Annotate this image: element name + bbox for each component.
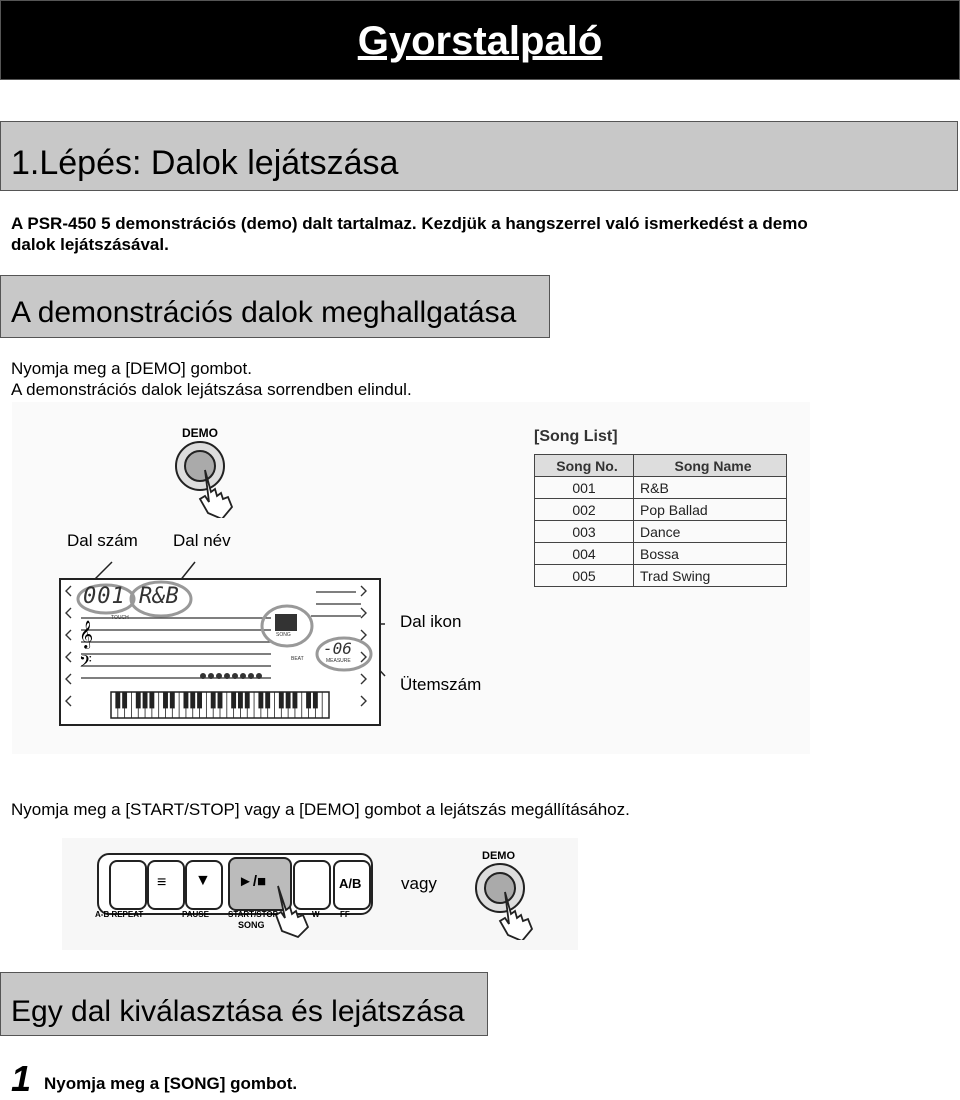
label-pause: PAUSE: [182, 910, 209, 919]
demo-section-heading-box: [0, 275, 550, 338]
keyboard-black-key: [150, 692, 154, 708]
keyboard-black-key: [259, 692, 263, 708]
song-name-cell: Bossa: [634, 543, 787, 565]
keyboard-black-key: [184, 692, 188, 708]
song-name-cell: Dance: [634, 521, 787, 543]
keyboard-black-key: [307, 692, 311, 708]
play-stop-icon: ►/■: [238, 873, 267, 890]
song-number-cell: 004: [535, 543, 634, 565]
song-number-cell: 005: [535, 565, 634, 587]
song-number-cell: 003: [535, 521, 634, 543]
step-text: Nyomja meg a [SONG] gombot.: [44, 1074, 298, 1093]
demo-button-icon-2[interactable]: [472, 862, 552, 940]
lcd-beat-label: BEAT: [291, 656, 304, 662]
keyboard-black-key: [191, 692, 195, 708]
table-row: [535, 477, 787, 499]
keyboard-black-key: [136, 692, 140, 708]
keyboard-black-key: [313, 692, 317, 708]
step1-heading: 1.Lépés: Dalok lejátszása: [11, 144, 399, 182]
step1-heading-box: [0, 121, 958, 191]
step1-intro-line1: A PSR-450 5 demonstrációs (demo) dalt tartalmaz. Kezdjük a hangszerrel való ismerkedést a demo: [11, 214, 808, 233]
keyboard-black-key: [293, 692, 297, 708]
label-w: W: [312, 910, 320, 919]
song-name-cell: Pop Ballad: [634, 499, 787, 521]
stop-instruction: Nyomja meg a [START/STOP] vagy a [DEMO] gombot a lejátszás megállításához.: [11, 800, 630, 819]
keyboard-black-key: [211, 692, 215, 708]
song-group-label: SONG: [238, 920, 265, 930]
step-number: 1: [11, 1058, 32, 1099]
keyboard-black-key: [279, 692, 283, 708]
keyboard-black-key: [116, 692, 120, 708]
keyboard-black-key: [266, 692, 270, 708]
pause-arrow-icon: ▼: [195, 872, 211, 889]
label-ff: FF: [340, 910, 350, 919]
song-table: [534, 454, 787, 587]
keyboard-black-key: [143, 692, 147, 708]
keyboard-black-key: [123, 692, 127, 708]
keyboard-black-key: [238, 692, 242, 708]
lcd-measure-value: -06: [323, 639, 352, 658]
ab-button-label: A/B: [339, 876, 362, 891]
lcd-measure-label: MEASURE: [326, 658, 351, 664]
label-start-stop: START/STOP: [228, 910, 278, 919]
song-number-cell: 001: [535, 477, 634, 499]
pause-button[interactable]: [185, 860, 223, 910]
label-ab-repeat: A-B REPEAT: [95, 910, 144, 919]
select-section-heading: Egy dal kiválasztása és lejátszása: [11, 995, 465, 1028]
keyboard-black-key: [218, 692, 222, 708]
select-section-heading-box: [0, 972, 488, 1036]
keyboard-black-key: [232, 692, 236, 708]
callout-song-number: Dal szám: [67, 531, 138, 550]
table-row: [535, 499, 787, 521]
keyboard-black-key: [170, 692, 174, 708]
step1-intro-line2: dalok lejátszásával.: [11, 235, 169, 254]
demo-button-label-2: DEMO: [482, 850, 515, 862]
demo-line2: A demonstrációs dalok lejátszása sorrendben elindul.: [11, 380, 412, 399]
table-row: [535, 521, 787, 543]
lcd-song-number: 001: [83, 584, 126, 609]
song-list-title: [Song List]: [534, 428, 618, 445]
lcd-touch-label: TOUCH: [111, 615, 129, 621]
svg-text:𝄢: 𝄢: [79, 651, 92, 675]
page-title: Gyorstalpaló: [357, 19, 603, 63]
song-table-header-name: Song Name: [634, 455, 787, 477]
demo-line1: Nyomja meg a [DEMO] gombot.: [11, 359, 252, 378]
keyboard-black-key: [286, 692, 290, 708]
song-table-header-number: Song No.: [535, 455, 634, 477]
demo-button-label: DEMO: [182, 426, 218, 440]
callout-song-name: Dal név: [173, 531, 231, 550]
or-text: vagy: [401, 874, 437, 893]
keyboard-black-key: [198, 692, 202, 708]
rewind-button-2[interactable]: [147, 860, 185, 910]
song-name-cell: Trad Swing: [634, 565, 787, 587]
table-row: [535, 543, 787, 565]
keyboard-black-key: [163, 692, 167, 708]
svg-text:𝄞: 𝄞: [79, 620, 94, 648]
demo-section-heading: A demonstrációs dalok meghallgatása: [11, 296, 517, 329]
ab-button[interactable]: [333, 860, 371, 910]
lcd-song-name: R&B: [139, 584, 179, 609]
lcd-display: [59, 578, 381, 726]
song-number-cell: 002: [535, 499, 634, 521]
figure-demo-panel: [12, 402, 810, 754]
page-title-bar: [0, 0, 960, 80]
callout-song-icon: Dal ikon: [400, 612, 462, 631]
figure-stop-panel: [62, 838, 578, 950]
callout-measure: Ütemszám: [400, 675, 482, 694]
pointing-hand-icon: [270, 882, 330, 938]
table-row: [535, 565, 787, 587]
keyboard-black-key: [245, 692, 249, 708]
lcd-song-icon-label: SONG: [276, 632, 291, 638]
song-name-cell: R&B: [634, 477, 787, 499]
rewind-button[interactable]: [109, 860, 147, 910]
stop-bars-icon: ≡: [157, 874, 167, 891]
